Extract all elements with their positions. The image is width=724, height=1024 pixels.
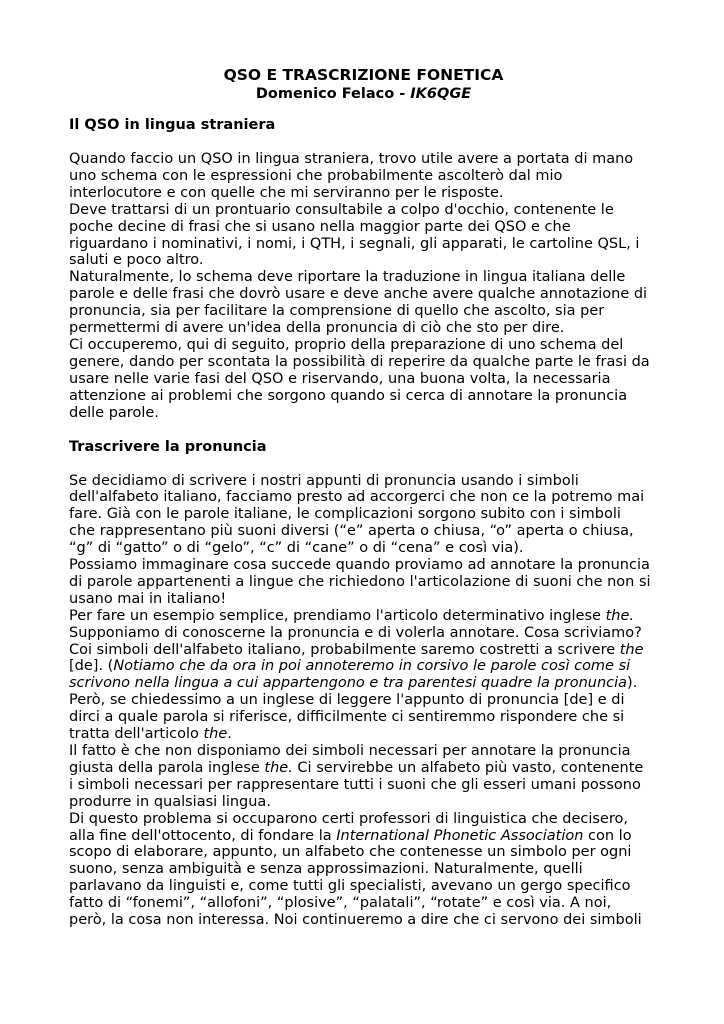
paragraph — [69, 202, 658, 270]
text-run: Per fare un esempio semplice, prendiamo l'articolo determinativo inglese — [69, 607, 606, 624]
text-run: Ci servirebbe un alfabeto più vasto, contenente — [292, 759, 644, 776]
italic-term: International Phonetic Association — [336, 827, 584, 844]
text-line: fare. Già con le parole italiane, le complicazioni sorgono subito con i simboli — [69, 506, 621, 523]
text-line: saluti e poco altro. — [69, 252, 204, 269]
text-run: Coi simboli dell'alfabeto italiano, probabilmente saremo costretti a scrivere — [69, 641, 620, 658]
paragraph — [69, 811, 658, 929]
italic-word: the. — [264, 759, 293, 776]
text-line: produrre in qualsiasi lingua. — [69, 793, 271, 810]
text-line: usano mai in italiano! — [69, 590, 227, 607]
text-line: attenzione ai problemi che sorgono quando si cerca di annotare la pronuncia — [69, 387, 628, 404]
text-line: scopo di elaborare, appunto, un alfabeto che contenesse un simbolo per ogni — [69, 844, 632, 861]
text-line: “g” di “gatto” o di “gelo”, “c” di “cane” o di “cena” e così via). — [69, 540, 524, 557]
paragraph — [69, 557, 658, 608]
section-heading-qso: Il QSO in lingua straniera — [69, 117, 276, 133]
text-line: dirci a quale parola si riferisce, difficilmente ci sentiremmo rispondere che si — [69, 709, 625, 726]
text-line: Supponiamo di conoscerne la pronuncia e di volerla annotare. Cosa scriviamo? — [69, 624, 642, 641]
text-line: interlocutore e con quelle che mi serviranno per le risposte. — [69, 184, 504, 201]
italic-word: the — [203, 726, 228, 743]
text-line: che rappresentano più suoni diversi (“e” aperta o chiusa, “o” aperta o chiusa, — [69, 523, 634, 540]
text-line: però, la cosa non interessa. Noi continueremo a dire che ci servono dei simboli — [69, 912, 642, 929]
text-line: di parole appartenenti a lingue che richiedono l'articolazione di suoni che non si — [69, 573, 651, 590]
text-line: Deve trattarsi di un prontuario consultabile a colpo d'occhio, contenente le — [69, 201, 614, 218]
text-line: dell'alfabeto italiano, facciamo presto ad accorgerci che non ce la potremo mai — [69, 489, 645, 506]
author-callsign: IK6QGE — [410, 86, 472, 102]
paragraph — [69, 269, 658, 337]
text-line: Se decidiamo di scrivere i nostri appunti di pronuncia usando i simboli — [69, 472, 579, 489]
document-title: QSO E TRASCRIZIONE FONETICA — [223, 66, 504, 84]
text-line: uno schema con le espressioni che probabilmente ascolterò dal mio — [69, 167, 563, 184]
paragraph — [69, 608, 658, 743]
text-line: i simboli necessari per rappresentare tutti i suoni che gli esseri umani possono — [69, 776, 641, 793]
text-line: poche decine di frasi che si usano nella maggior parte dei QSO e che — [69, 218, 571, 235]
text-line: Il fatto è che non disponiamo dei simboli necessari per annotare la pronuncia — [69, 743, 631, 759]
italic-word: the. — [605, 607, 634, 624]
text-run: [de]. ( — [69, 658, 114, 675]
text-line: Però, se chiedessimo a un inglese di leggere l'appunto di pronuncia [de] e di — [69, 692, 625, 709]
text-line — [69, 608, 658, 625]
paragraph — [69, 743, 658, 811]
text-line: Possiamo immaginare cosa succede quando proviamo ad annotare la pronuncia — [69, 557, 650, 574]
text-run: tratta dell'articolo — [69, 726, 204, 743]
author-name: Domenico Felaco - — [255, 86, 411, 102]
text-line: pronuncia, sia per facilitare la comprensione di quello che ascolto, sia per — [69, 303, 605, 320]
text-run: . — [227, 726, 232, 743]
italic-word: the — [619, 641, 644, 658]
text-line — [69, 760, 658, 777]
italic-note: scrivono nella lingua a cui appartengono e tra parentesi quadre la pronuncia — [69, 675, 628, 692]
text-line: fatto di “fonemi”, “allofoni”, “plosive”, “palatali”, “rotate” e così via. A noi, — [69, 895, 612, 912]
paragraph — [69, 473, 658, 558]
text-line: permettermi di avere un'idea della pronuncia di ciò che sto per dire. — [69, 320, 565, 337]
text-line: Quando faccio un QSO in lingua straniera, trovo utile avere a portata di mano — [69, 151, 634, 167]
text-line: genere, dando per scontata la possibilità di reperire da qualche parte le frasi da — [69, 353, 650, 370]
text-line: Ci occuperemo, qui di seguito, proprio della preparazione di uno schema del — [69, 336, 624, 353]
text-run: giusta della parola inglese — [69, 759, 265, 776]
text-line — [69, 675, 658, 692]
section-heading-pronuncia: Trascrivere la pronuncia — [69, 438, 267, 455]
text-run: alla fine dell'ottocento, di fondare la — [69, 827, 337, 844]
document-author — [69, 85, 658, 103]
text-line: usare nelle varie fasi del QSO e riservando, una buona volta, la necessaria — [69, 370, 611, 387]
text-run: con lo — [583, 827, 632, 844]
text-line: Di questo problema si occuparono certi professori di linguistica che decisero, — [69, 810, 628, 827]
text-line: riguardano i nominativi, i nomi, i QTH, i segnali, gli apparati, le cartoline QSL, i — [69, 235, 640, 252]
paragraph — [69, 151, 658, 202]
text-run: ). — [627, 675, 638, 692]
text-line: parlavano da linguisti e, come tutti gli specialisti, avevano un gergo specifico — [69, 878, 631, 895]
text-line: Naturalmente, lo schema deve riportare la traduzione in lingua italiana delle — [69, 269, 626, 286]
italic-note: Notiamo che da ora in poi annoteremo in corsivo le parole così come si — [113, 658, 631, 675]
text-line: suono, senza ambiguità e senza approssimazioni. Naturalmente, quelli — [69, 861, 583, 878]
text-line — [69, 828, 658, 845]
text-line — [69, 726, 658, 743]
text-line — [69, 642, 658, 659]
text-line: parole e delle frasi che dovrò usare e deve anche avere qualche annotazione di — [69, 286, 648, 303]
text-line: delle parole. — [69, 404, 159, 421]
text-line — [69, 658, 658, 675]
paragraph — [69, 337, 658, 422]
